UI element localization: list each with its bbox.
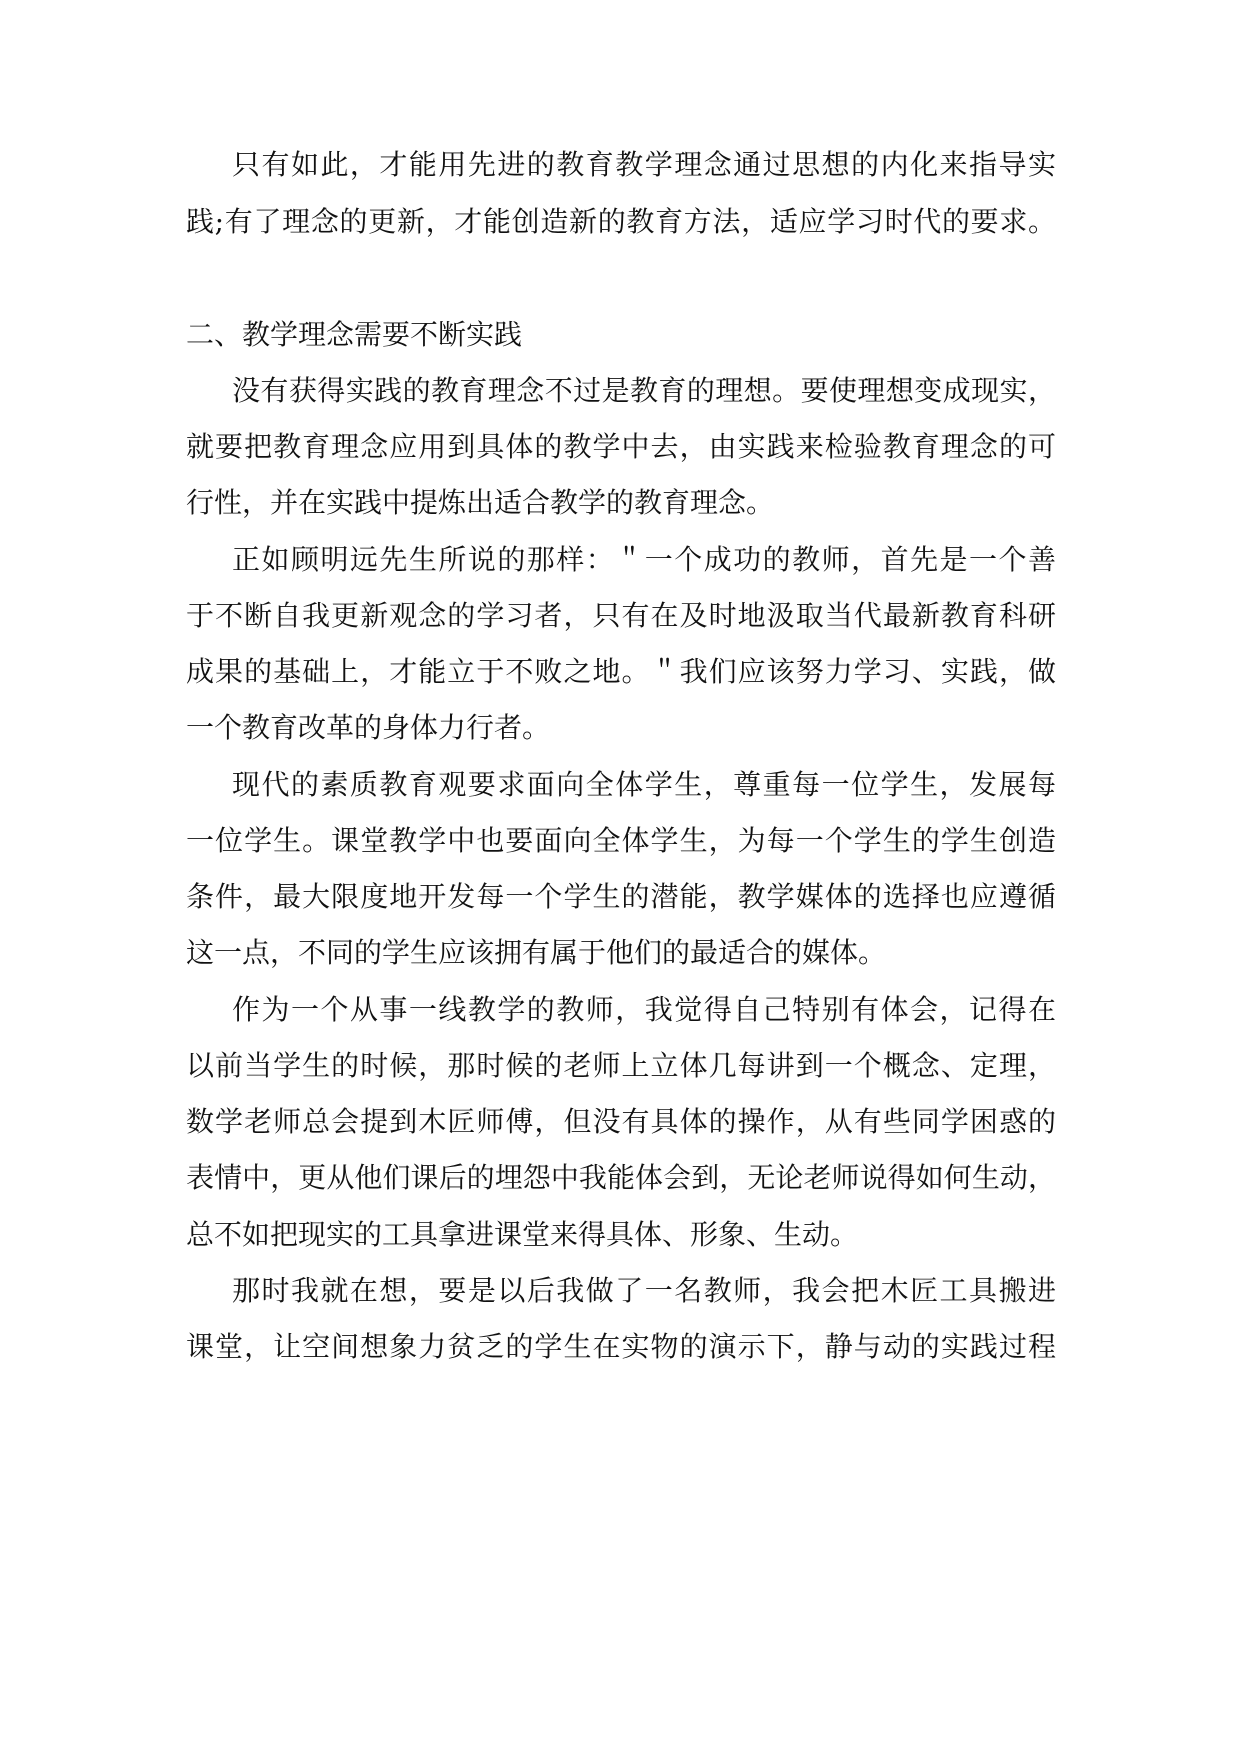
- paragraph-line: 条件，最大限度地开发每一个学生的潜能，教学媒体的选择也应遵循: [186, 880, 1056, 913]
- paragraph-line: 一位学生。课堂教学中也要面向全体学生，为每一个学生的学生创造: [186, 824, 1056, 857]
- paragraph-line: 只有如此，才能用先进的教育教学理念通过思想的内化来指导实: [232, 148, 1056, 181]
- paragraph-line: 课堂，让空间想象力贫乏的学生在实物的演示下，静与动的实践过程: [186, 1330, 1056, 1363]
- paragraph-line: 于不断自我更新观念的学习者，只有在及时地汲取当代最新教育科研: [186, 599, 1056, 632]
- paragraph-line: 一个教育改革的身体力行者。: [186, 711, 551, 744]
- paragraph-line: 现代的素质教育观要求面向全体学生，尊重每一位学生，发展每: [232, 768, 1056, 801]
- paragraph-line: 这一点，不同的学生应该拥有属于他们的最适合的媒体。: [186, 936, 887, 969]
- paragraph-line: 作为一个从事一线教学的教师，我觉得自己特别有体会，记得在: [232, 993, 1056, 1026]
- paragraph-line: 践;有了理念的更新，才能创造新的教育方法，适应学习时代的要求。: [186, 205, 1056, 238]
- paragraph-line: 表情中，更从他们课后的埋怨中我能体会到，无论老师说得如何生动，: [186, 1161, 1056, 1194]
- paragraph-line: 总不如把现实的工具拿进课堂来得具体、形象、生动。: [186, 1218, 859, 1251]
- paragraph-line: 成果的基础上，才能立于不败之地。＂我们应该努力学习、实践，做: [186, 655, 1056, 688]
- paragraph-line: 正如顾明远先生所说的那样：＂一个成功的教师，首先是一个善: [232, 543, 1056, 576]
- paragraph-line: 那时我就在想，要是以后我做了一名教师，我会把木匠工具搬进: [232, 1274, 1056, 1307]
- paragraph-line: 以前当学生的时候，那时候的老师上立体几每讲到一个概念、定理，: [186, 1049, 1056, 1082]
- section-heading: 二、教学理念需要不断实践: [186, 318, 523, 351]
- paragraph-line: 行性，并在实践中提炼出适合教学的教育理念。: [186, 486, 775, 519]
- paragraph-line: 数学老师总会提到木匠师傅，但没有具体的操作，从有些同学困惑的: [186, 1105, 1056, 1138]
- paragraph-line: 就要把教育理念应用到具体的教学中去，由实践来检验教育理念的可: [186, 430, 1056, 463]
- paragraph-line: 没有获得实践的教育理念不过是教育的理想。要使理想变成现实，: [232, 374, 1056, 407]
